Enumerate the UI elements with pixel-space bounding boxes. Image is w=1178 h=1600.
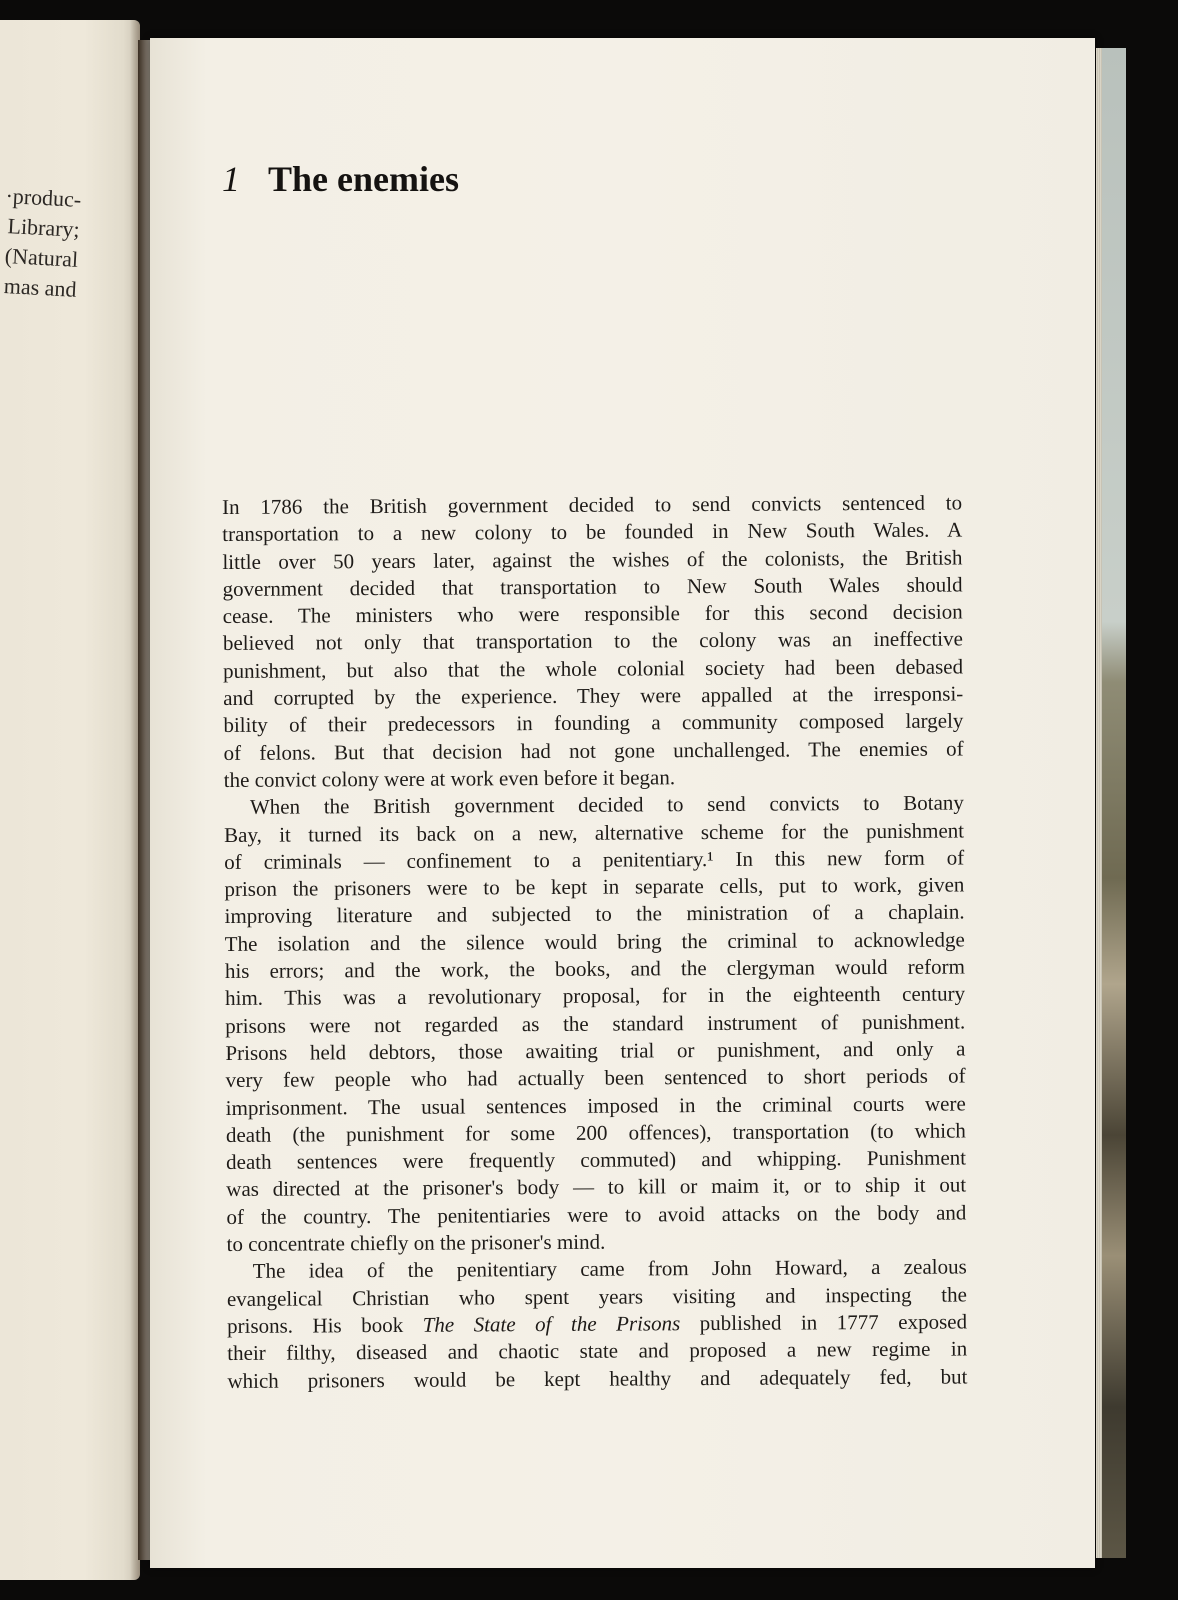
body-line: very few people who had actually been sentenced to short periods of <box>225 1063 966 1093</box>
body-line: When the British government decided to send convicts to Botany <box>249 790 964 820</box>
left-page-text-fragment <box>0 181 82 305</box>
chapter-heading <box>222 158 459 200</box>
body-line: which prisoners would be kept healthy and adequately fed, but <box>227 1363 968 1393</box>
body-line: government decided that transportation to New South Wales should <box>222 572 963 601</box>
left-page <box>0 20 140 1580</box>
body-line: cease. The ministers who were responsible for this second decision <box>222 599 963 629</box>
book-title-italic: The State of the Prisons <box>422 1311 681 1337</box>
body-line: little over 50 years later, against the wishes of the colonists, the British <box>222 545 963 574</box>
body-line: of felons. But that decision had not gone unchallenged. The enemies of <box>223 736 964 765</box>
body-line: transportation to a new colony to be founded in New South Wales. A <box>222 517 963 547</box>
body-line: Bay, it turned its back on a new, alternative scheme for the punishment <box>224 818 965 847</box>
body-line: prisons. His book The State of the Prisons published in 1777 exposed <box>227 1309 968 1338</box>
body-line: prisons were not regarded as the standard instrument of punishment. <box>225 1009 966 1038</box>
chapter-number: 1 <box>222 159 240 199</box>
body-line: was directed at the prisoner's body — to kill or maim it, or to ship it out <box>226 1172 967 1202</box>
body-line: their filthy, diseased and chaotic state and proposed a new regime in <box>227 1336 968 1366</box>
body-line: the convict colony were at work even before it began. <box>223 765 676 792</box>
left-fragment-line: ·produc- <box>4 183 82 212</box>
body-line: of the country. The penitentiaries were to avoid attacks on the body and <box>226 1200 967 1229</box>
body-line: prison the prisoners were to be kept in separate cells, put to work, given <box>224 872 965 902</box>
body-line: imprisonment. The usual sentences imposed in the criminal courts were <box>225 1090 966 1120</box>
body-line: and corrupted by the experience. They were appalled at the irresponsi- <box>223 681 964 711</box>
body-line: Prisons held debtors, those awaiting trial or punishment, and only a <box>225 1036 966 1065</box>
body-line: to concentrate chiefly on the prisoner's mind. <box>226 1229 606 1257</box>
body-line: believed not only that transportation to the colony was an ineffective <box>222 626 963 656</box>
page-stack-edge <box>1096 48 1102 1558</box>
left-fragment-line: mas and <box>3 273 78 302</box>
body-line: punishment, but also that the whole colonial society had been debased <box>223 654 964 683</box>
body-line: bility of their predecessors in founding a community composed largely <box>223 708 964 738</box>
body-line: evangelical Christian who spent years visiting and inspecting the <box>226 1282 967 1311</box>
body-line: In 1786 the British government decided to send convicts sentenced to <box>222 490 963 519</box>
body-line: improving literature and subjected to the ministration of a chaplain. <box>224 899 965 929</box>
left-fragment-line: (Natural <box>4 243 79 272</box>
body-line: The idea of the penitentiary came from John Howard, a zealous <box>252 1254 967 1284</box>
body-line: death sentences were frequently commuted) and whipping. Punishment <box>226 1145 967 1175</box>
left-fragment-line: Library; <box>7 213 81 242</box>
body-line: of criminals — confinement to a penitentiary.¹ In this new form of <box>224 845 965 874</box>
chapter-body-text <box>222 489 967 1394</box>
body-line: his errors; and the work, the books, and the clergyman would reform <box>224 954 965 984</box>
chapter-title: The enemies <box>268 159 459 199</box>
body-line: The isolation and the silence would bring the criminal to acknowledge <box>224 927 965 956</box>
book-cover-edge <box>1096 48 1126 1558</box>
body-line: him. This was a revolutionary proposal, for in the eighteenth century <box>225 981 966 1011</box>
body-line: death (the punishment for some 200 offences), transportation (to which <box>225 1118 966 1147</box>
